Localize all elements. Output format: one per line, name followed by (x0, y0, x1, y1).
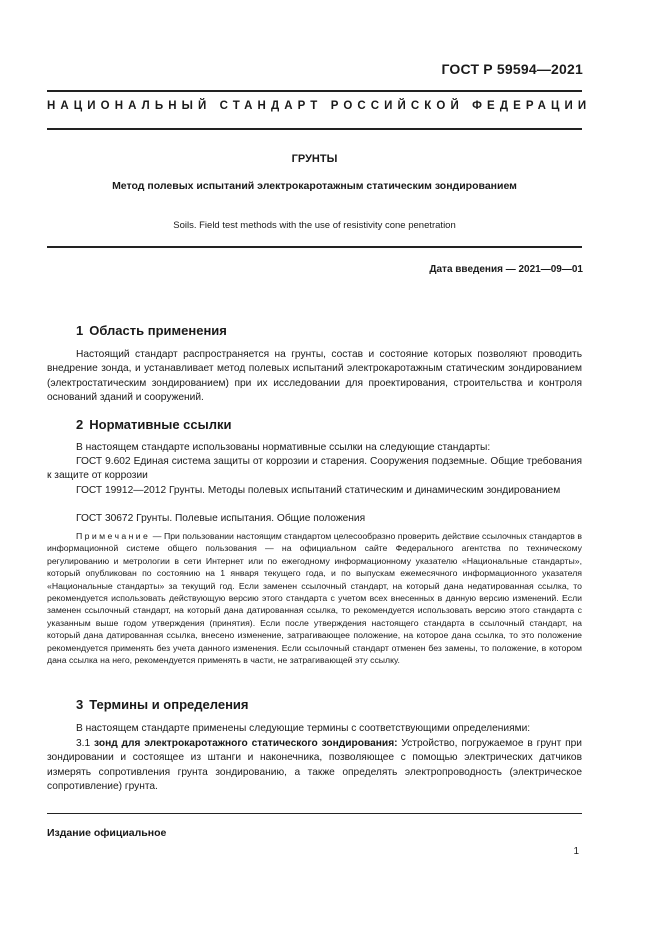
reference-title: Грунты. Методы полевых испытаний статическим и динамическим зондированием (168, 485, 561, 496)
document-number: ГОСТ Р 59594—2021 (441, 61, 583, 77)
section-3-intro (47, 722, 582, 736)
document-subtitle: Метод полевых испытаний электрокаротажным статическим зондированием (112, 180, 517, 192)
references-note (47, 530, 582, 666)
section-1-title: Область применения (89, 323, 227, 338)
section-1-number: 1 (76, 323, 84, 338)
note-text: — При пользовании настоящим стандартом целесообразно проверить действие ссылочных стандартов в информационной системе общего пользования — на официальном сайте Федерального агентства по техническому регулированию и метрологии в сети Интернет или по ежегодному информационному указателю «Национальные стандарты», который опубликован по состоянию на 1 января текущего года, и по выпускам ежемесячного информационного указателя «Национальные стандарты» за текущий год. Если заменен ссылочный стандарт, на который дана недатированная ссылка, то рекомендуется использовать действующую версию этого стандарта с учетом всех внесенных в данную версию изменений. Если заменен ссылочный стандарт, на который дана датированная ссылка, то рекомендуется использовать версию этого стандарта с указанным выше годом утверждения (принятия). Если после утверждения настоящего стандарта в ссылочный стандарт, на который дана датированная ссылка, внесено изменение, затрагивающее положение, на которое дана ссылка, то это положение рекомендуется применять без учета данного изменения. Если ссылочный стандарт отменен без замены, то положение, в котором дана ссылка на него, рекомендуется применять в части, не затрагивающей эту ссылку. (47, 531, 582, 666)
section-2-heading (76, 417, 231, 432)
section-2-number: 2 (76, 417, 84, 432)
section-1-heading (76, 323, 227, 338)
section-3-intro-text: В настоящем стандарте применены следующие термины с соответствующими определениями: (76, 723, 531, 734)
reference-title: Грунты. Полевые испытания. Общие положения (136, 513, 366, 524)
title-rule (47, 246, 582, 248)
term-name: зонд для электрокаротажного статического зондирования: (94, 738, 398, 749)
reference-code: ГОСТ 9.602 (76, 456, 131, 467)
introduction-date: Дата введения — 2021—09—01 (429, 264, 583, 275)
document-title: ГРУНТЫ (291, 153, 338, 165)
section-1-text: Настоящий стандарт распространяется на грунты, состав и состояние которых позволяют проводить внедрение зонда, и устанавливает метод полевых испытаний электрокаротажным статическим зондированием (электростатическим зондированием) при их исследовании для проектирования, строительства и контроля оснований зданий и сооружений. (47, 349, 582, 404)
reference-gost-30672 (47, 512, 582, 526)
reference-title: Единая система защиты от коррозии и старения. Сооружения подземные. Общие требования к защите от коррозии (47, 456, 582, 482)
reference-gost-9602 (47, 455, 582, 484)
reference-gost-19912 (47, 484, 582, 498)
national-standard-heading: НАЦИОНАЛЬНЫЙ СТАНДАРТ РОССИЙСКОЙ ФЕДЕРАЦИИ (47, 100, 592, 112)
term-3-1 (47, 737, 582, 795)
reference-code: ГОСТ 19912—2012 (76, 485, 167, 496)
footer-rule (47, 813, 582, 814)
header-rule (47, 128, 582, 130)
top-rule (47, 90, 582, 92)
page-number: 1 (573, 846, 579, 857)
section-1-paragraph (47, 348, 582, 406)
term-definition: Устройство, погружаемое в грунт при зондировании и состоящее из штанги и наконечника, позволяющее с помощью электрических датчиков измерять сопротивления грунта зондированию, а также определять электропроводность (электрическое сопротивление) грунта. (47, 738, 582, 793)
section-2-title: Нормативные ссылки (89, 417, 232, 432)
official-edition-label: Издание официальное (47, 827, 167, 839)
english-title: Soils. Field test methods with the use of resistivity cone penetration (173, 220, 456, 231)
section-3-title: Термины и определения (89, 697, 249, 712)
section-3-number: 3 (76, 697, 84, 712)
reference-code: ГОСТ 30672 (76, 513, 134, 524)
section-2-intro (47, 441, 582, 455)
note-label: Примечание (76, 531, 151, 541)
section-3-heading (76, 697, 249, 712)
section-2-intro-text: В настоящем стандарте использованы нормативные ссылки на следующие стандарты: (76, 442, 491, 453)
term-number: 3.1 (76, 738, 91, 749)
